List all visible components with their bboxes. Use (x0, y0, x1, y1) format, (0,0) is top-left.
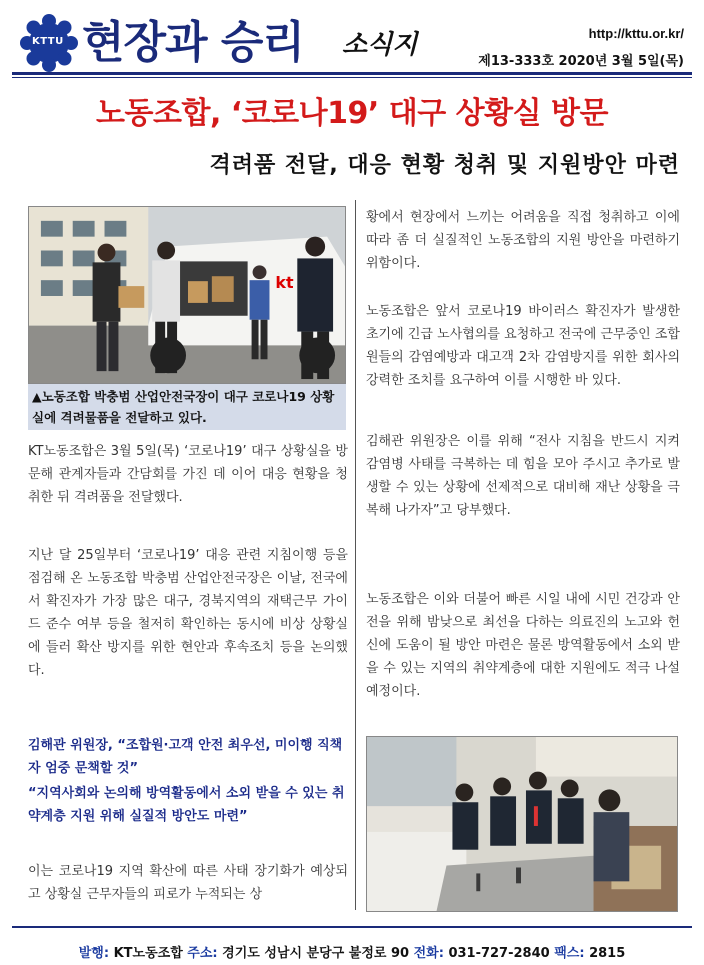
fax: 2815 (589, 946, 626, 961)
phone-label: 전화: (413, 946, 444, 961)
newsletter-title: 현장과 승리 (82, 17, 304, 68)
right-paragraph-3: 김해관 위원장은 이를 위해 “전사 지침을 반드시 지켜 감염병 사태를 극복하는 데 힘을 모아 주시고 추가로 발생할 수 있는 상황에 선제적으로 대비해 재난 상황을 극복해 나가자”고 당부했다. (366, 434, 680, 518)
footer (12, 942, 692, 961)
footer-divider (12, 926, 692, 928)
kt-sign: kt (275, 273, 294, 293)
address-label: 주소: (187, 946, 218, 961)
column-divider (355, 200, 356, 910)
right-paragraph-2: 노동조합은 앞서 코로나19 바이러스 확진자가 발생한 초기에 긴급 노사협의를 요청하고 전국에 근무중인 조합원들의 감염예방과 대고객 2차 감염방지를 위한 회사의 강력한 조치를 요구하여 이를 시행한 바 있다. (366, 304, 680, 388)
fax-label: 팩스: (554, 946, 585, 961)
quote-headline-2: “지역사회와 논의해 방역활동에서 소외 받을 수 있는 취약계층 지원 위해 실질적 방안도 마련” (28, 786, 345, 824)
phone: 031-727-2840 (448, 946, 550, 961)
photo-meeting (366, 736, 678, 912)
publisher-label: 발행: (78, 946, 110, 961)
issue-info: 제13-333호 2020년 3월 5일(목) (478, 54, 684, 69)
right-paragraph-1: 황에서 현장에서 느끼는 어려움을 직접 청취하고 이에 따라 좀 더 실질적인 노동조합의 지원 방안을 마련하기 위함이다. (366, 210, 680, 271)
right-paragraph-4: 노동조합은 이와 더불어 빠른 시일 내에 시민 건강과 안전을 위해 밤낮으로 최선을 다하는 의료진의 노고와 헌신에 도움이 될 방안 마련은 물론 방역활동에서 소외 받을 수 있는 지역의 취약계층에 대한 지원에도 적극 나설 예정이다. (366, 592, 680, 699)
logo-text: KTTU (32, 36, 64, 47)
masthead (12, 4, 692, 72)
publisher: KT노동조합 (113, 946, 183, 961)
newsletter-subtitle: 소식지 (342, 30, 418, 60)
website-link[interactable]: http://kttu.or.kr/ (588, 26, 684, 41)
photo-caption: ▲노동조합 박충범 산업안전국장이 대구 코로나19 상황실에 격려물품을 전달하고 있다. (28, 384, 346, 430)
left-paragraph-1: KT노동조합은 3월 5일(목) ‘코로나19’ 대구 상황실을 방문해 관계자들과 간담회를 가진 데 이어 대응 현황을 청취한 뒤 격려품을 전달했다. (28, 444, 348, 505)
photo-gift-delivery (28, 206, 346, 384)
left-paragraph-3: 이는 코로나19 지역 확산에 따른 사태 장기화가 예상되고 상황실 근무자들의 피로가 누적되는 상 (28, 864, 348, 902)
masthead-divider-thin (12, 77, 692, 78)
subheadline: 격려품 전달, 대응 현황 청취 및 지원방안 마련 (209, 153, 680, 178)
address: 경기도 성남시 분당구 불정로 90 (222, 946, 410, 961)
masthead-divider (12, 72, 692, 75)
quote-headline-1: 김해관 위원장, “조합원·고객 안전 최우선, 미이행 직책자 엄중 문책할 것” (28, 738, 343, 776)
left-paragraph-2: 지난 달 25일부터 ‘코로나19’ 대응 관련 지침이행 등을 점검해 온 노동조합 박충범 산업안전국장은 이날, 전국에서 확진자가 가장 많은 대구, 경북지역의 재택근무 가이드 준수 여부 등을 철저히 확인하는 동시에 비상 상황실에 들러 확산 방지를 위한 현안과 후속조치 등을 논의했다. (28, 548, 348, 678)
headline: 노동조합, ‘코로나19’ 대구 상황실 방문 (96, 96, 608, 131)
